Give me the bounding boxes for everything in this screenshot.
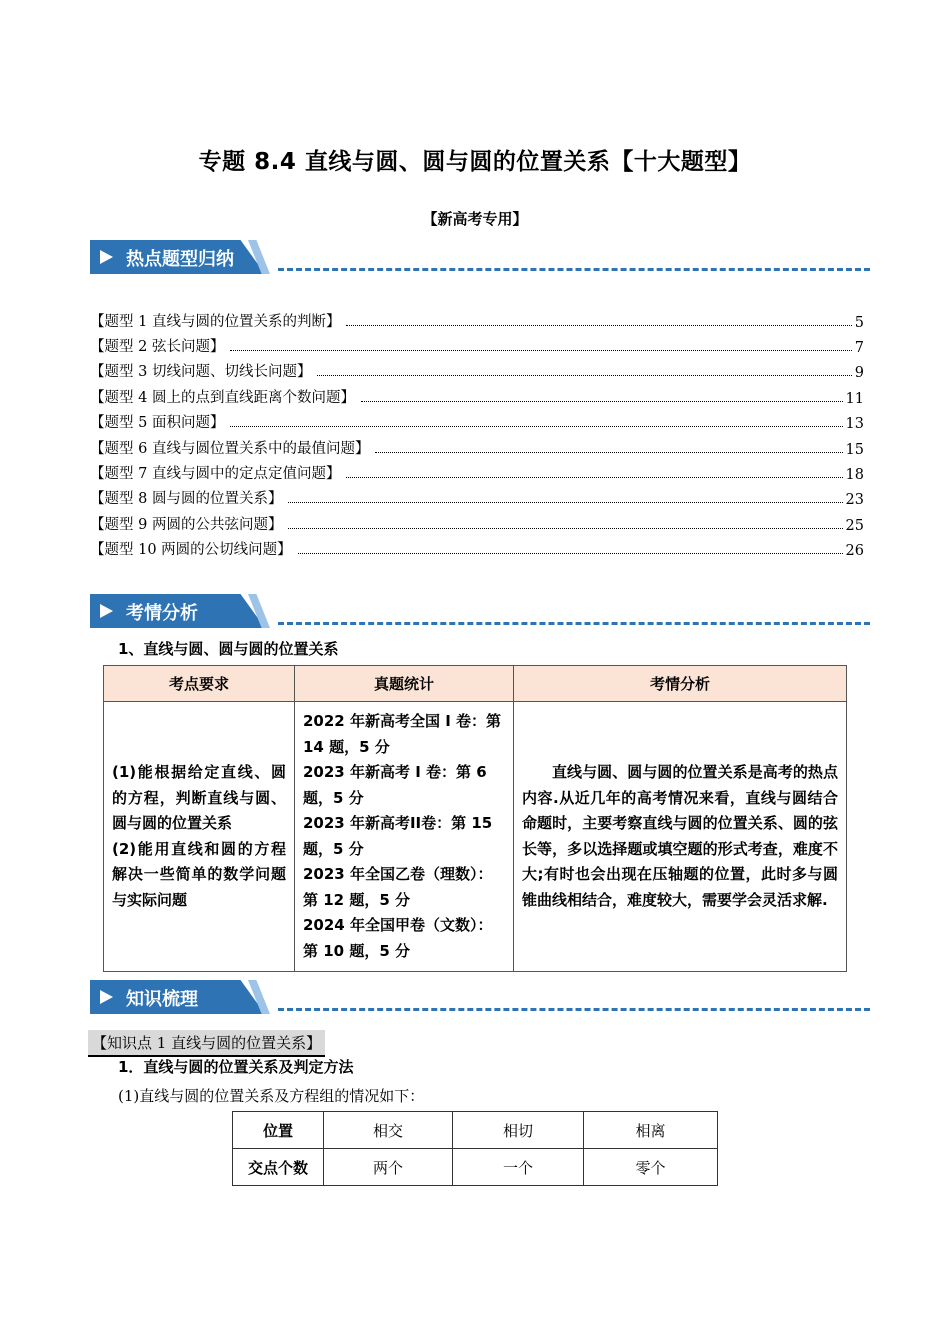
table-cell: 一个: [453, 1149, 584, 1186]
toc-item[interactable]: 【题型 1 直线与圆的位置关系的判断】 5: [90, 314, 864, 331]
table-cell: 交点个数: [233, 1149, 324, 1186]
play-arrow-icon: [100, 604, 113, 618]
page-subtitle: 【新高考专用】: [422, 210, 528, 228]
knowledge-point-heading: 【知识点 1 直线与圆的位置关系】: [88, 1030, 325, 1057]
banner-label: 知识梳理: [126, 989, 198, 1010]
table-cell: 位置: [233, 1112, 324, 1149]
play-arrow-icon: [100, 990, 113, 1004]
banner-exam-analysis: [90, 594, 870, 634]
toc-item[interactable]: 【题型 7 直线与圆中的定点定值问题】 18: [90, 466, 864, 483]
table-row: [233, 1112, 718, 1149]
toc-item[interactable]: 【题型 2 弦长问题】 7: [90, 339, 864, 356]
analysis-table: [103, 665, 847, 972]
toc-item[interactable]: 【题型 9 两圆的公共弦问题】 25: [90, 517, 864, 534]
table-row: [233, 1149, 718, 1186]
table-cell: 相切: [453, 1112, 584, 1149]
table-cell: 相交: [324, 1112, 453, 1149]
column-header: 考情分析: [514, 666, 847, 702]
column-header: 真题统计: [295, 666, 514, 702]
table-cell: 零个: [584, 1149, 718, 1186]
stats-cell: 2022 年新高考全国 I 卷：第 14 题，5 分 2023 年新高考 I 卷：第 6 题，5 分 2023 年新高考II卷：第 15 题，5 分 2023 年全国乙卷（理数）：第 12 题，5 分 2024 年全国甲卷（文数）：第 10 题，5 分: [295, 702, 514, 972]
table-cell: 两个: [324, 1149, 453, 1186]
toc-item[interactable]: 【题型 6 直线与圆位置关系中的最值问题】 15: [90, 441, 864, 458]
banner-label: 热点题型归纳: [126, 249, 234, 270]
analysis-cell: 直线与圆、圆与圆的位置关系是高考的热点内容.从近几年的高考情况来看，直线与圆结合命题时，主要考察直线与圆的位置关系、圆的弦长等，多以选择题或填空题的形式考查，难度不大;有时也会出现在压轴题的位置，此时多与圆锥曲线相结合，难度较大，需要学会灵活求解.: [514, 702, 847, 972]
toc-item[interactable]: 【题型 4 圆上的点到直线距离个数问题】 11: [90, 390, 864, 407]
banner-hot-topics: [90, 240, 870, 280]
table-cell: 相离: [584, 1112, 718, 1149]
banner-knowledge: [90, 980, 870, 1020]
requirements-cell: (1)能根据给定直线、圆的方程，判断直线与圆、圆与圆的位置关系 (2)能用直线和圆的方程解决一些简单的数学问题与实际问题: [104, 702, 295, 972]
banner-label: 考情分析: [126, 603, 198, 624]
knowledge-item-heading: 1．直线与圆的位置关系及判定方法: [118, 1058, 354, 1076]
page-title: 专题 8.4 直线与圆、圆与圆的位置关系【十大题型】: [198, 149, 752, 175]
play-arrow-icon: [100, 250, 113, 264]
toc-item[interactable]: 【题型 8 圆与圆的位置关系】 23: [90, 491, 864, 508]
column-header: 考点要求: [104, 666, 295, 702]
toc-item[interactable]: 【题型 3 切线问题、切线长问题】 9: [90, 364, 864, 381]
knowledge-item-text: (1)直线与圆的位置关系及方程组的情况如下：: [118, 1087, 425, 1105]
position-table: [232, 1111, 718, 1186]
toc-item[interactable]: 【题型 5 面积问题】 13: [90, 415, 864, 432]
section-heading: 1、直线与圆、圆与圆的位置关系: [118, 640, 339, 658]
toc-item[interactable]: 【题型 10 两圆的公切线问题】 26: [90, 542, 864, 559]
